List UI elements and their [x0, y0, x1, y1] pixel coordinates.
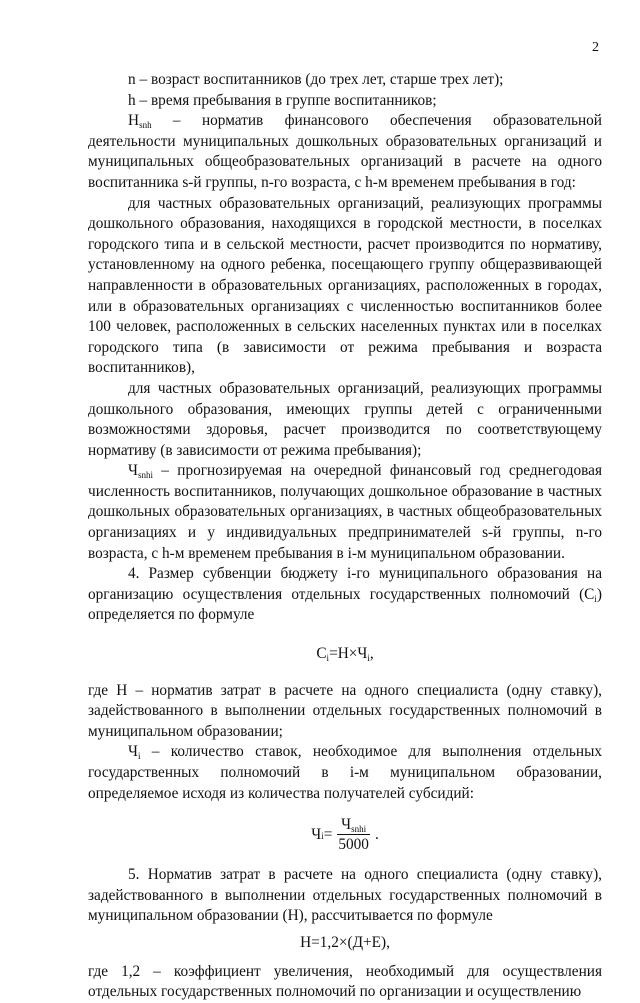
H-definition-text: – норматив финансового обеспечения образовательной деятельности муниципальных дошкольных образовательных организаций и муниципальных общеобразовательных организаций в расчете на одного воспитанника s-й группы, n-го возраста, с h-м временем пребывания в год:	[88, 112, 602, 191]
Ch-definition-text: – прогнозируемая на очередной финансовый год среднегодовая численность воспитанников, получающих дошкольное образование в частных дошкольных образовательных организациях, в частных общеобразовательных организациях и у индивидуальных предпринимателей s-й группы, n-го возраста, с h-м временем пребывания в i-м муниципальном образовании.	[88, 462, 602, 562]
item-4	[88, 564, 602, 626]
Ch-symbol: Ч	[128, 462, 138, 480]
private-orgs-paragraph-1: для частных образовательных организаций, реализующих программы дошкольного образования, находящихся в городской местности, в поселках городского типа и в сельской местности, расчет производится по нормативу, установленному на одного ребенка, посещающего группу общеразвивающей направленности в образовательных организациях, расположенных в городах, или в образовательных организациях с численностью воспитанников более 100 человек, расположенных в сельских населенных пунктах или в поселках городского типа (в зависимости от режима пребывания и возраста воспитанников),	[88, 194, 602, 377]
document-body	[88, 70, 602, 1003]
Chi-subscript: i	[137, 751, 141, 762]
Ch-definition	[88, 461, 602, 564]
Chi-definition	[88, 742, 602, 804]
formula-fraction	[334, 816, 373, 855]
H-symbol: H	[128, 112, 140, 130]
where-H-definition: где H – норматив затрат в расчете на одного специалиста (одну ставку), задействованного в выполнении отдельных государственных полномочий в муниципальном образовании;	[88, 681, 602, 740]
H-definition	[88, 111, 602, 193]
fraction-numerator: $Ч_{snhi}$	[337, 816, 370, 835]
page-number: 2	[592, 40, 599, 55]
H-subscript: snh	[139, 120, 152, 131]
Chi-symbol: Ч	[128, 743, 138, 761]
Ch-subscript: snhi	[137, 470, 153, 481]
Chi-definition-text: – количество ставок, необходимое для выполнения отдельных государственных полномочий в i-м муниципальном образовании, определяемое исходя из количества получателей субсидий:	[88, 743, 602, 802]
item-4-end: ) определяется по формуле	[88, 585, 602, 624]
item-4-text: 4. Размер субвенции бюджету i-го муниципального образования на организацию осуществления отдельных государственных полномочий (C	[88, 565, 602, 603]
formula-norm: H=1,2×(Д+E),	[300, 933, 390, 951]
item-5: 5. Норматив затрат в расчете на одного специалиста (одну ставку), задействованного в выполнении отдельных государственных полномочий в муниципальном образовании (H), рассчитывается по формуле	[88, 866, 602, 925]
formula-subvention: $C_i=H\times Ч_i$,	[316, 645, 374, 664]
fraction-denominator: 5000	[338, 836, 369, 854]
where-coefficient-definition: где 1,2 – коэффициент увеличения, необходимый для осуществления отдельных государственных полномочий по организации и осуществлению	[88, 962, 602, 1001]
h-definition: h – время пребывания в группе воспитанников;	[128, 91, 437, 109]
private-orgs-paragraph-2: для частных образовательных организаций, реализующих программы дошкольного образования, имеющих группы детей с ограниченными возможностями здоровья, расчет производится по соответствующему нормативу (в зависимости от режима пребывания);	[88, 379, 602, 459]
formula-rates: Ч i = $\frac{Ч_{snhi}}{5000}$ .	[311, 816, 379, 854]
n-definition: n – возраст воспитанников (до трех лет, старше трех лет);	[128, 71, 504, 88]
item-4-subscript: i	[594, 593, 597, 604]
